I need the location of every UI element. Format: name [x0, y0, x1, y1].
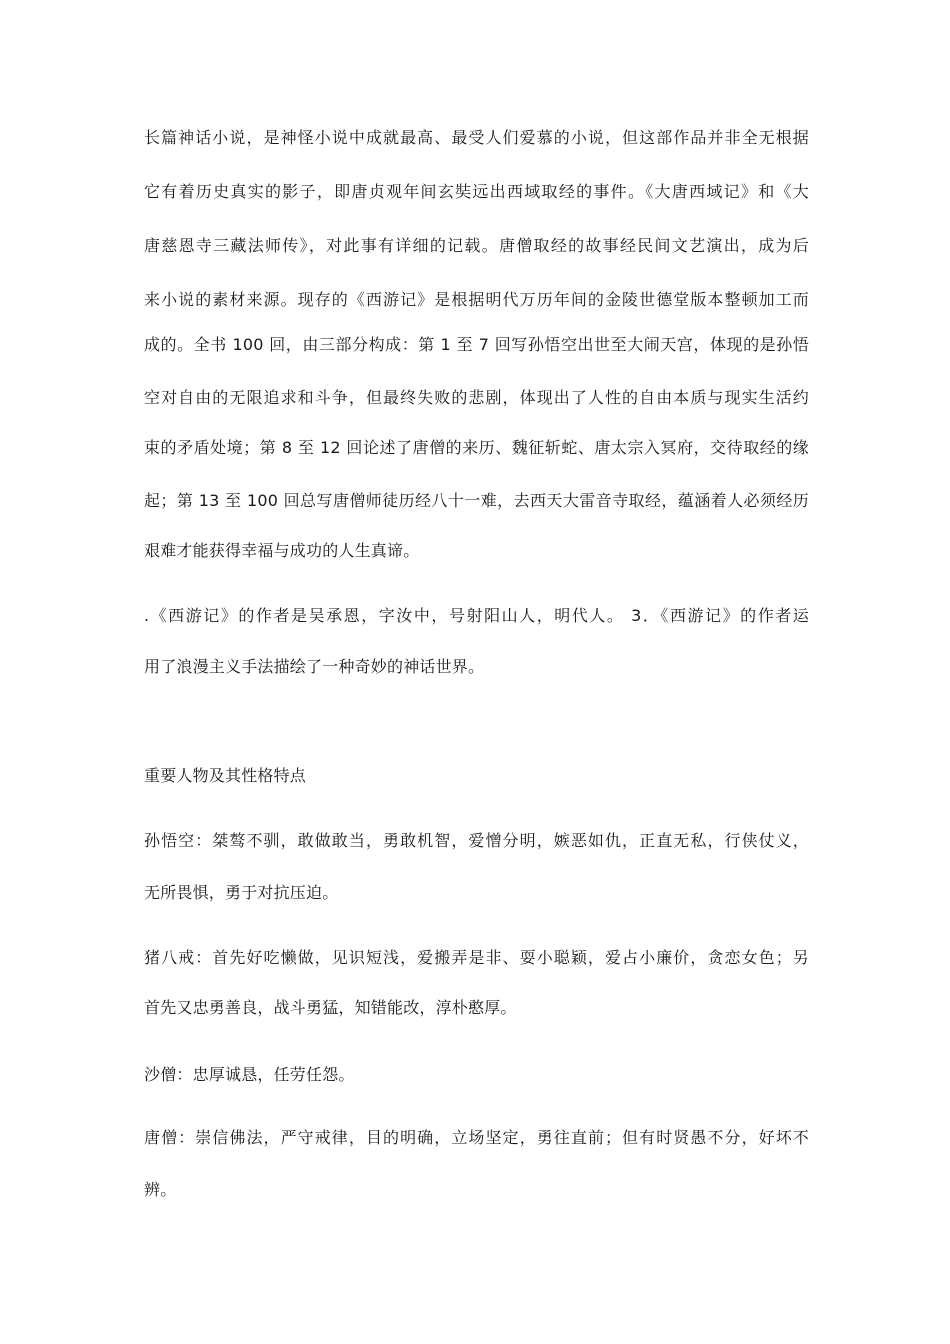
- text-line: 束的矛盾处境；第 8 至 12 回论述了唐僧的来历、魏征斩蛇、唐太宗入冥府，交待取经的缘: [144, 438, 809, 457]
- text-line: 唐慈恩寺三藏法师传》，对此事有详细的记载。唐僧取经的故事经民间文艺演出，成为后: [144, 236, 809, 255]
- text-line: 成的。全书 100 回，由三部分构成：第 1 至 7 回写孙悟空出世至大闹天宫，体现的是孙悟: [144, 335, 809, 354]
- text-line: 长篇神话小说，是神怪小说中成就最高、最受人们爱慕的小说，但这部作品并非全无根据: [144, 128, 809, 147]
- text-line: 猪八戒：首先好吃懒做，见识短浅，爱搬弄是非、耍小聪颖，爱占小廉价，贪恋女色；另: [144, 948, 809, 967]
- text-line: 唐僧：崇信佛法，严守戒律，目的明确，立场坚定，勇往直前；但有时贤愚不分，好坏不: [144, 1128, 809, 1147]
- section-heading: 重要人物及其性格特点: [144, 766, 307, 785]
- text-line: 用了浪漫主义手法描绘了一种奇妙的神话世界。: [144, 657, 485, 676]
- text-line: 来小说的素材来源。现存的《西游记》是根据明代万历年间的金陵世德堂版本整顿加工而: [144, 290, 809, 309]
- text-line: 艰难才能获得幸福与成功的人生真谛。: [144, 541, 420, 560]
- text-line: 起；第 13 至 100 回总写唐僧师徒历经八十一难，去西天大雷音寺取经，蕴涵着人必须经历: [144, 491, 809, 510]
- text-line: 无所畏惧，勇于对抗压迫。: [144, 883, 339, 902]
- text-line: 首先又忠勇善良，战斗勇猛，知错能改，淳朴憨厚。: [144, 998, 517, 1017]
- text-line: 空对自由的无限追求和斗争，但最终失败的悲剧，体现出了人性的自由本质与现实生活约: [144, 388, 809, 407]
- text-line: .《西游记》的作者是吴承恩，字汝中，号射阳山人，明代人。 3．《西游记》的作者运: [144, 606, 809, 625]
- text-line: 它有着历史真实的影子，即唐贞观年间玄奘远出西域取经的事件。《大唐西域记》和《大: [144, 182, 809, 201]
- text-line: 沙僧：忠厚诚恳，任劳任怨。: [144, 1065, 355, 1084]
- text-line: 辨。: [144, 1180, 177, 1199]
- text-line: 孙悟空：桀骜不驯，敢做敢当，勇敢机智，爱憎分明，嫉恶如仇，正直无私，行侠仗义，: [144, 831, 809, 850]
